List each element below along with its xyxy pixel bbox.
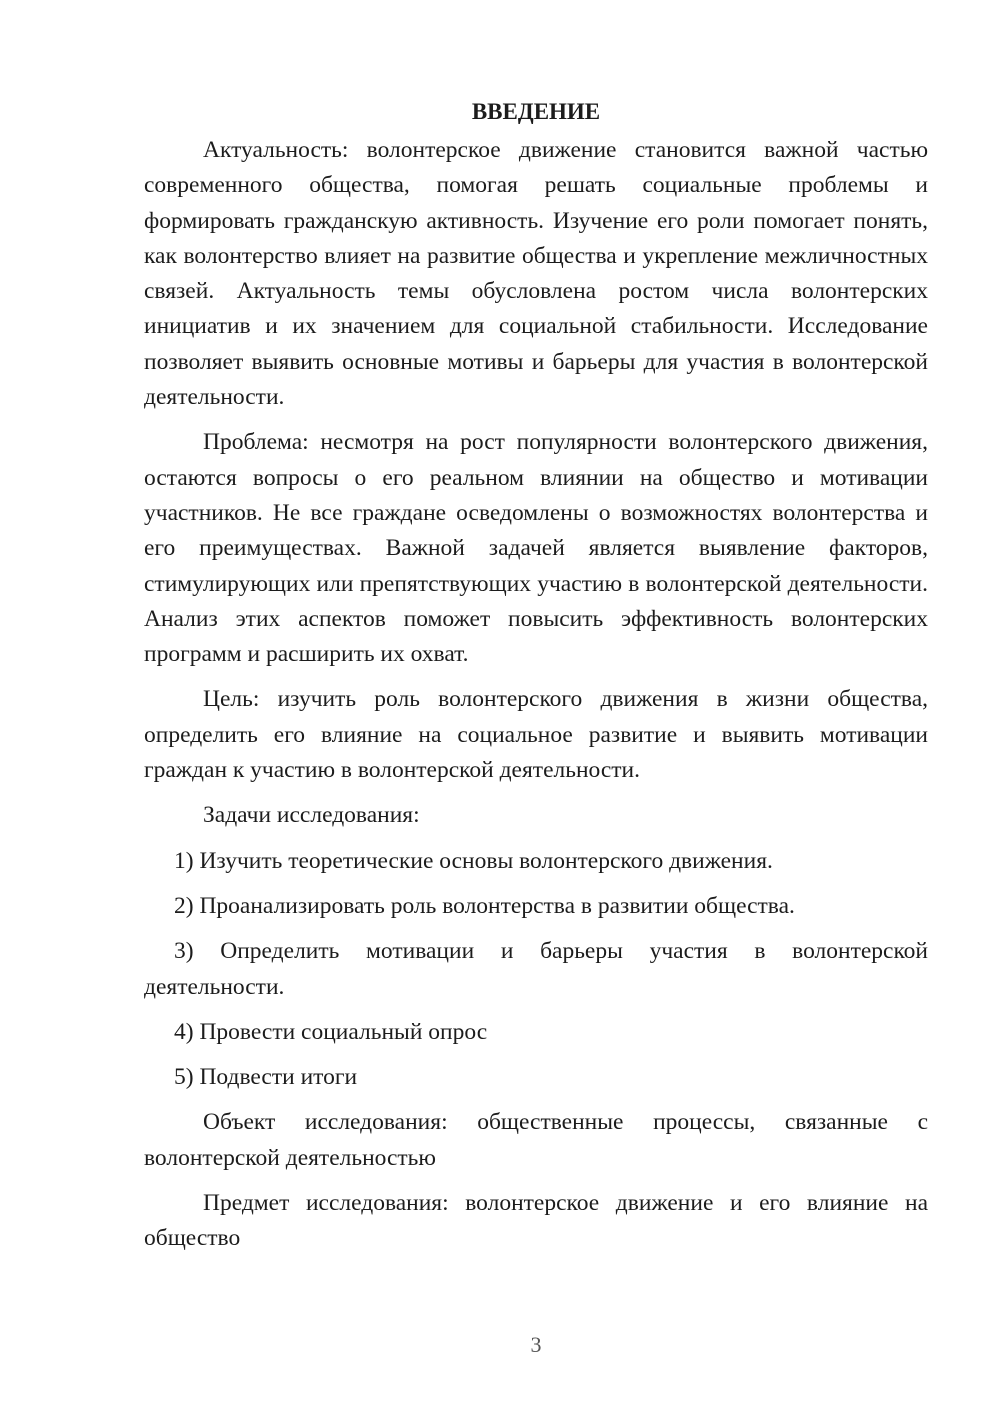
relevance-paragraph: Актуальность: волонтерское движение становится важной частью современного общества, помогая решать социальные проблемы и формировать гражданскую активность. Изучение его роли помогает понять, как волонтерство влияет на развитие общества и укрепление межличностных связей. Актуальность темы обусловлена ростом числа волонтерских инициатив и их значением для социальной стабильности. Исследование позволяет выявить основные мотивы и барьеры для участия в волонтерской деятельности. [144, 137, 928, 411]
task-item-2: 2) Проанализировать роль волонтерства в развитии общества. [174, 892, 795, 919]
task-item-1: 1) Изучить теоретические основы волонтерского движения. [174, 847, 773, 874]
object-paragraph: Объект исследования: общественные процессы, связанные с волонтерской деятельностью [144, 1109, 928, 1171]
task-item-3: 3) Определить мотивации и барьеры участия в волонтерской деятельности. [144, 938, 928, 1000]
page-content [144, 94, 928, 1267]
page-title: ВВЕДЕНИЕ [471, 99, 601, 124]
task-item-4: 4) Провести социальный опрос [174, 1018, 488, 1045]
task-item-5: 5) Подвести итоги [174, 1064, 358, 1091]
tasks-heading: Задачи исследования: [203, 802, 420, 829]
goal-paragraph: Цель: изучить роль волонтерского движения в жизни общества, определить его влияние на социальное развитие и выявить мотивации граждан к участию в волонтерской деятельности. [144, 686, 928, 784]
problem-paragraph: Проблема: несмотря на рост популярности волонтерского движения, остаются вопросы о его реальном влиянии на общество и мотивации участников. Не все граждане осведомлены о возможностях волонтерства и его преимуществах. Важной задачей является выявление факторов, стимулирующих или препятствующих участию в волонтерской деятельности. Анализ этих аспектов поможет повысить эффективность волонтерских программ и расширить их охват. [144, 429, 928, 668]
subject-paragraph: Предмет исследования: волонтерское движение и его влияние на общество [144, 1190, 928, 1252]
page-number: 3 [530, 1332, 542, 1357]
